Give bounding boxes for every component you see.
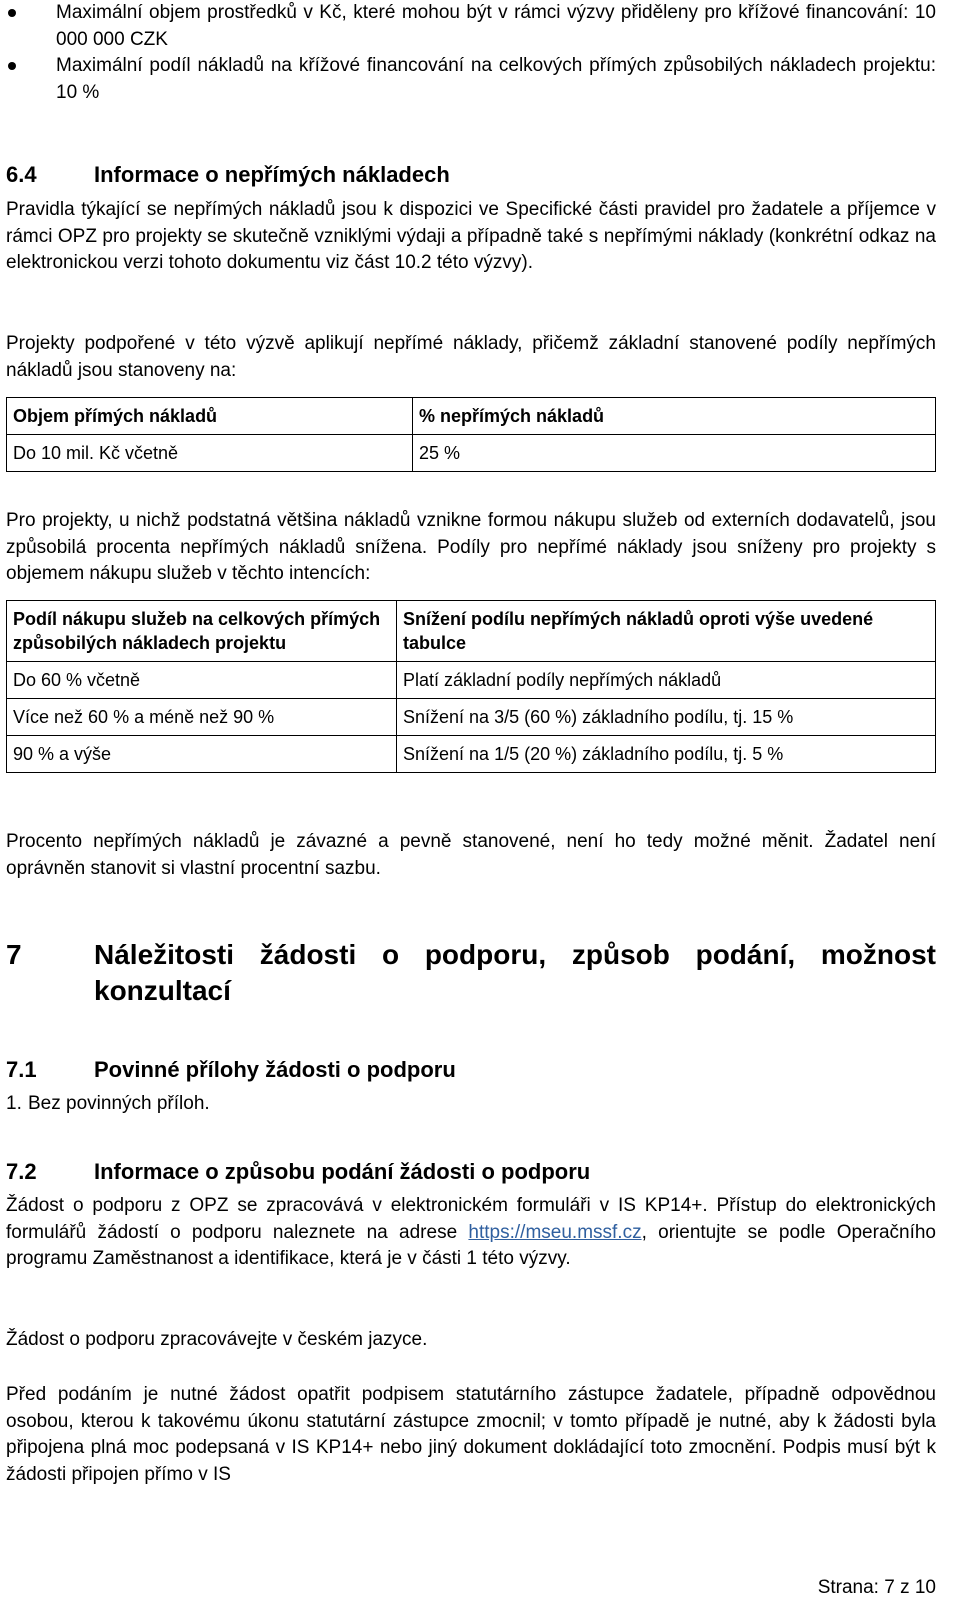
paragraph: Pro projekty, u nichž podstatná většina nákladů vznikne formou nákupu služeb od externích dodavatelů, jsou způsobilá procenta nepřímých nákladů snížena. Podíly pro nepřímé náklady jsou sníženy pro projekty s objemem nákupu služeb v těchto intencích:	[6, 510, 936, 584]
mseu-link[interactable]: https://mseu.mssf.cz	[468, 1221, 642, 1243]
bullet-dot-icon	[8, 9, 16, 17]
section-7-heading	[6, 937, 936, 1009]
indirect-costs-table-block	[6, 397, 936, 472]
table-cell: 90 % a výše	[7, 736, 397, 773]
table-cell: Platí základní podíly nepřímých nákladů	[397, 662, 936, 699]
table-row	[7, 736, 936, 773]
section-title: Informace o nepřímých nákladech	[94, 162, 450, 187]
table-cell: Do 60 % včetně	[7, 662, 397, 699]
table-cell: Snížení na 3/5 (60 %) základního podílu, tj. 15 %	[397, 699, 936, 736]
table-header-cell: Podíl nákupu služeb na celkových přímých způsobilých nákladech projektu	[7, 601, 397, 662]
bullet-item: Maximální objem prostředků v Kč, které mohou být v rámci výzvy přiděleny pro křížové financování: 10 000 000 CZK	[6, 0, 936, 53]
table-row	[7, 435, 936, 472]
section-title: Náležitosti žádosti o podporu, způsob podání, možnost konzultací	[94, 939, 936, 1006]
service-purchase-table-block	[6, 600, 936, 773]
table-header-cell: Objem přímých nákladů	[7, 398, 413, 435]
paragraph: Před podáním je nutné žádost opatřit podpisem statutárního zástupce žadatele, případně odpovědnou osobou, kterou k takovému úkonu statutární zástupce zmocnil; v tomto případě je nutné, aby k žádosti byla připojena plná moc podepsaná v IS KP14+ nebo jiný dokument dokládající toto zmocnění. Podpis musí být k žádosti připojen přímo v IS	[6, 1384, 936, 1485]
table-header-cell: Snížení podílu nepřímých nákladů oproti výše uvedené tabulce	[397, 601, 936, 662]
table-header-cell: % nepřímých nákladů	[413, 398, 936, 435]
page-number-footer: Strana: 7 z 10	[817, 1577, 936, 1598]
bullet-list-block	[6, 0, 936, 106]
indirect-costs-table	[6, 397, 936, 472]
paragraph: Pravidla týkající se nepřímých nákladů jsou k dispozici ve Specifické části pravidel pro žadatele a příjemce v rámci OPZ pro projekty se skutečně vzniklými výdaji a případně také s nepřímými náklady (konkrétní odkaz na elektronickou verzi tohoto dokumentu viz část 10.2 této výzvy).	[6, 199, 936, 273]
section-number: 7.1	[6, 1057, 37, 1082]
section-7-1-heading	[6, 1056, 936, 1084]
section-6-4-heading	[6, 161, 936, 189]
table-cell: 25 %	[413, 435, 936, 472]
section-number: 7	[6, 939, 22, 970]
table-row	[7, 662, 936, 699]
table-row	[7, 699, 936, 736]
paragraph: Procento nepřímých nákladů je závazné a pevně stanovené, není ho tedy možné měnit. Žadatel není oprávněn stanovit si vlastní procentní sazbu.	[6, 831, 936, 879]
paragraph: Projekty podpořené v této výzvě aplikují nepřímé náklady, přičemž základní stanovené podíly nepřímých nákladů jsou stanoveny na:	[6, 333, 936, 381]
bullet-item: Maximální podíl nákladů na křížové financování na celkových přímých způsobilých nákladech projektu: 10 %	[6, 53, 936, 106]
service-purchase-table	[6, 600, 936, 773]
table-header-row	[7, 601, 936, 662]
section-number: 6.4	[6, 162, 37, 187]
bullet-dot-icon	[8, 62, 16, 70]
list-item	[6, 1091, 936, 1117]
section-title: Povinné přílohy žádosti o podporu	[94, 1057, 456, 1082]
list-number: 1.	[6, 1093, 22, 1114]
bullet-list	[6, 0, 936, 106]
section-title: Informace o způsobu podání žádosti o podporu	[94, 1159, 591, 1184]
section-7-2-heading	[6, 1158, 936, 1186]
table-cell: Více než 60 % a méně než 90 %	[7, 699, 397, 736]
table-cell: Snížení na 1/5 (20 %) základního podílu, tj. 5 %	[397, 736, 936, 773]
table-cell: Do 10 mil. Kč včetně	[7, 435, 413, 472]
table-header-row	[7, 398, 936, 435]
section-number: 7.2	[6, 1159, 37, 1184]
paragraph: Žádost o podporu zpracovávejte v českém jazyce.	[6, 1329, 428, 1350]
paragraph: Žádost o podporu z OPZ se zpracovává v elektronickém formuláři v IS KP14+. Přístup do elektronických formulářů žádostí o podporu naleznete na adrese https://mseu.mssf.cz, orientujte se podle Operačního programu Zaměstnanost a identifikace, která je v části 1 této výzvy.	[6, 1195, 936, 1269]
list-text: Bez povinných příloh.	[28, 1093, 210, 1114]
